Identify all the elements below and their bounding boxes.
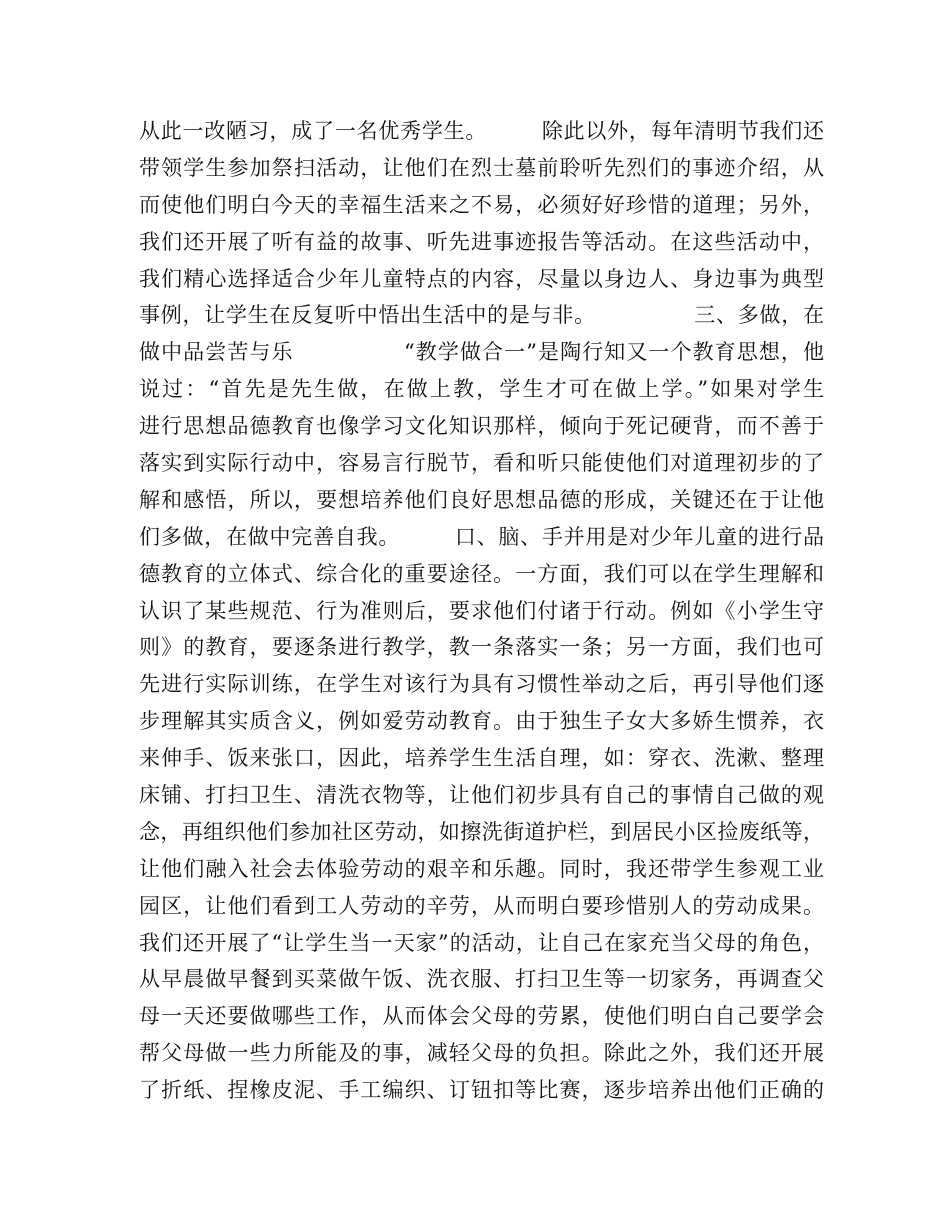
text-line: 认识了某些规范、行为准则后，要求他们付诸于行动。例如《小学生守: [139, 598, 824, 623]
text-line: 做中品尝苦与乐 “教学做合一”是陶行知又一个教育思想，他: [139, 340, 824, 365]
text-line: 我们还开展了“让学生当一天家”的活动，让自己在家充当父母的角色，: [139, 930, 824, 955]
text-line: 步理解其实质含义，例如爱劳动教育。由于独生子女大多娇生惯养，衣: [139, 709, 824, 734]
text-line: 们多做，在做中完善自我。 口、脑、手并用是对少年儿童的进行品: [139, 524, 824, 549]
text-line: 园区，让他们看到工人劳动的辛劳，从而明白要珍惜别人的劳动成果。: [139, 893, 824, 918]
text-line: 先进行实际训练，在学生对该行为具有习惯性举动之后，再引导他们逐: [139, 672, 824, 697]
text-line: 解和感悟，所以，要想培养他们良好思想品德的形成，关键还在于让他: [139, 487, 824, 512]
text-line: 念，再组织他们参加社区劳动，如擦洗街道护栏，到居民小区捡废纸等，: [139, 819, 824, 844]
text-line: 我们还开展了听有益的故事、听先进事迹报告等活动。在这些活动中，: [139, 229, 824, 254]
text-line: 而使他们明白今天的幸福生活来之不易，必须好好珍惜的道理；另外，: [139, 192, 824, 217]
text-line: 从此一改陋习，成了一名优秀学生。 除此以外，每年清明节我们还: [139, 119, 824, 143]
text-line: 带领学生参加祭扫活动，让他们在烈士墓前聆听先烈们的事迹介绍，从: [139, 155, 824, 180]
text-line: 进行思想品德教育也像学习文化知识那样，倾向于死记硬背，而不善于: [139, 414, 824, 439]
body-text: [139, 113, 824, 1109]
text-line: 床铺、打扫卫生、清洗衣物等，让他们初步具有自己的事情自己做的观: [139, 783, 824, 808]
text-line: 母一天还要做哪些工作，从而体会父母的劳累，使他们明白自己要学会: [139, 1004, 824, 1029]
text-line: 德教育的立体式、综合化的重要途径。一方面，我们可以在学生理解和: [139, 561, 824, 586]
text-line: 让他们融入社会去体验劳动的艰辛和乐趣。同时，我还带学生参观工业: [139, 856, 824, 881]
text-line: 说过：“首先是先生做，在做上教，学生才可在做上学。”如果对学生: [139, 377, 824, 402]
text-line: 了折纸、捏橡皮泥、手工编织、订钮扣等比赛，逐步培养出他们正确的: [139, 1078, 824, 1103]
text-line: 则》的教育，要逐条进行教学，教一条落实一条；另一方面，我们也可: [139, 635, 824, 660]
text-line: 从早晨做早餐到买菜做午饭、洗衣服、打扫卫生等一切家务，再调查父: [139, 967, 824, 992]
text-line: 帮父母做一些力所能及的事，减轻父母的负担。除此之外，我们还开展: [139, 1041, 824, 1066]
text-line: 事例，让学生在反复听中悟出生活中的是与非。 三、多做，在: [139, 303, 824, 328]
text-line: 我们精心选择适合少年儿童特点的内容，尽量以身边人、身边事为典型: [139, 266, 824, 291]
text-line: 落实到实际行动中，容易言行脱节，看和听只能使他们对道理初步的了: [139, 451, 824, 476]
text-line: 来伸手、饭来张口，因此，培养学生生活自理，如：穿衣、洗漱、整理: [139, 746, 824, 771]
